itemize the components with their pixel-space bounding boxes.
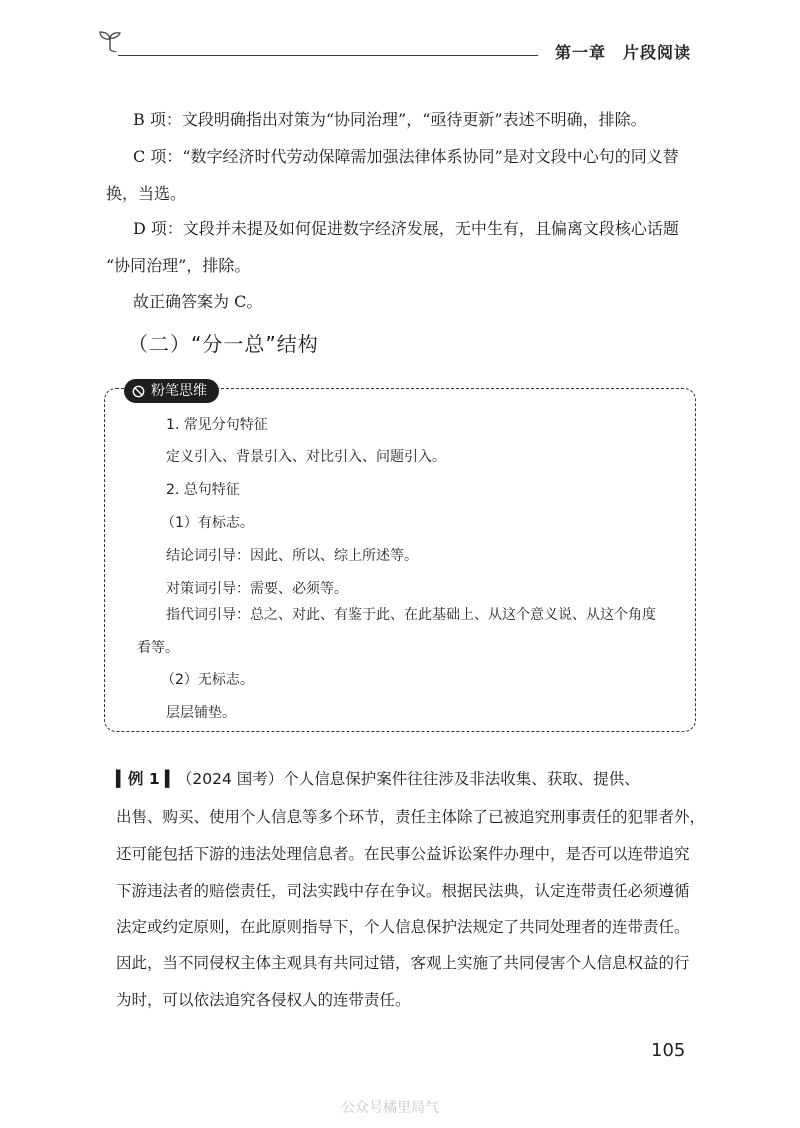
section-heading: （二）“分一总”结构 [128,332,319,356]
watermark: 公众号橘里局气 [341,1100,439,1116]
example-line: 法定或约定原则，在此原则指导下，个人信息保护法规定了共同处理者的连带责任。 [116,918,690,936]
page-number: 105 [651,1040,686,1061]
page-header [0,0,800,70]
example-text: （2024 国考）个人信息保护案件往往涉及非法收集、获取、提供、 [176,770,640,788]
example-label: ▍例 1 ▍ [116,770,177,788]
slash-circle-icon [132,385,145,398]
box-line: 2. 总句特征 [166,482,240,498]
box-line: 结论词引导：因此、所以、综上所述等。 [166,548,418,564]
box-line: 对策词引导：需要、必须等。 [166,581,348,597]
analysis-option-c: C 项：“数字经济时代劳动保障需加强法律体系协同”是对文段中心句的同义替 [133,147,679,166]
example-line: 为时，可以依法追究各侵权人的连带责任。 [116,991,411,1009]
sprout-icon [96,28,124,52]
example-line: 还可能包括下游的违法处理信息者。在民事公益诉讼案件办理中，是否可以连带追究 [116,845,690,863]
example-line: 因此，当不同侵权主体主观具有共同过错，客观上实施了共同侵害个人信息权益的行 [116,954,690,972]
box-line: （1）有标志。 [161,515,254,531]
tip-box-tag [124,379,219,403]
answer-conclusion: 故正确答案为 C。 [133,292,263,311]
example-line: 出售、购买、使用个人信息等多个环节，责任主体除了已被追究刑事责任的犯罪者外， [116,808,706,826]
example-first-line [116,769,640,789]
analysis-option-b: B 项：文段明确指出对策为“协同治理”，“亟待更新”表述不明确，排除。 [133,110,647,129]
box-line: 定义引入、背景引入、对比引入、问题引入。 [166,449,446,465]
box-line: 看等。 [137,640,179,656]
box-line: 指代词引导：总之、对此、有鉴于此、在此基础上、从这个意义说、从这个角度 [166,607,656,623]
example-line: 下游违法者的赔偿责任，司法实践中存在争议。根据民法典，认定连带责任必须遵循 [116,882,690,900]
box-line: 层层铺垫。 [166,705,236,721]
chapter-title: 第一章 片段阅读 [555,43,692,62]
box-line: （2）无标志。 [161,672,254,688]
analysis-option-d-cont: “协同治理”，排除。 [106,256,251,275]
tip-box-tag-label: 粉笔思维 [151,383,207,399]
header-rule [118,55,538,56]
analysis-option-c-cont: 换，当选。 [106,184,187,203]
analysis-option-d: D 项：文段并未提及如何促进数字经济发展，无中生有，且偏离文段核心话题 [133,219,679,238]
box-line: 1. 常见分句特征 [166,417,268,433]
